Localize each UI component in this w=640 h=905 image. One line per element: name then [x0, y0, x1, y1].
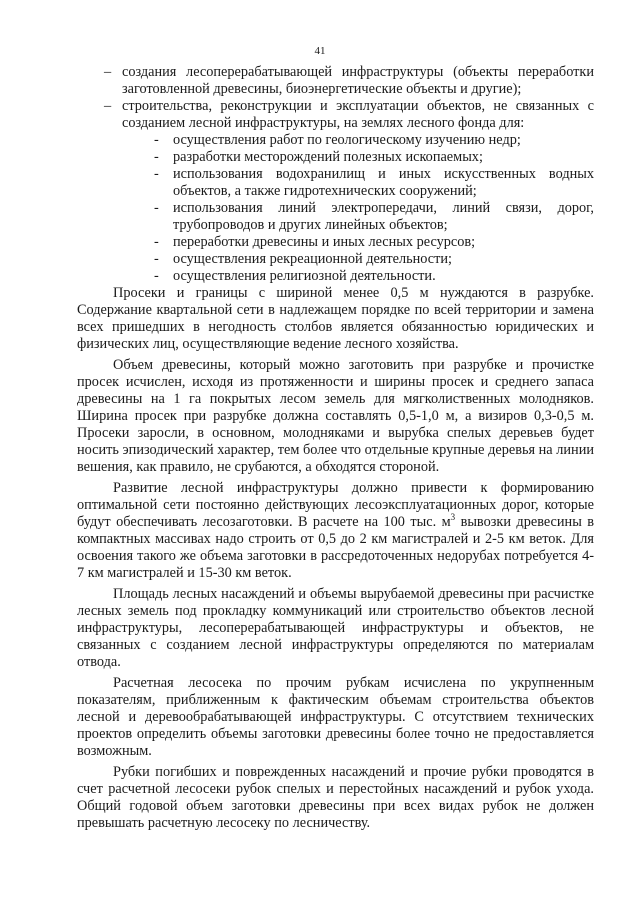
paragraph-dead-stands: Рубки погибших и поврежденных насаждений и прочие рубки проводятся в счет расчетной лесосеки рубок спелых и перестойных насаждений и рубок ухода. Общий годовой объем заготовки древесины при всех видах рубок не должен превышать расчетную лесосеку по лесничеству. — [77, 764, 594, 831]
paragraph-roads-text-2: вывозки древесины в компактных массивах надо строить от 0,5 до 2 км магистралей и 2-5 км веток. Для освоения такого же объема заготовки в рассредоточенных недорубах потребуется 4-7 км магистралей и 15-30 км веток. — [77, 514, 595, 581]
document-body — [77, 64, 594, 832]
paragraph-roads — [77, 480, 594, 582]
list-item-infrastructure: – создания лесоперерабатывающей инфраструктуры (объекты переработки заготовленной древесины, биоэнергетические объекты и другие); — [77, 64, 594, 98]
sub-item-reservoirs: - использования водохранилищ и иных искусственных водных объектов, а также гидротехнических сооружений; — [77, 166, 594, 200]
paragraph-wood-volume: Объем древесины, который можно заготовить при разрубке и прочистке просек исчислен, исходя из протяженности и ширины просек и среднего запаса древесины на 1 га покрытых лесом земель для мягколиственных молодняков. Ширина просек при разрубке должна составлять 0,5-1,0 м, а визиров 0,3-0,5 м. Просеки заросли, в основном, молодняками и вырубка спелых деревьев будет носить эпизодический характер, тем более что отдельные крупные деревья на линии вешения, как правило, не срубаются, а обходятся стороной. — [77, 357, 594, 475]
list-item-construction — [77, 98, 594, 132]
sub-item-mining: - разработки месторождений полезных ископаемых; — [77, 149, 594, 166]
list-item-construction-text: строительства, реконструкции и эксплуатации объектов, не связанных с созданием лесной инфраструктуры, на землях лесного фонда для: — [122, 98, 594, 131]
paragraph-area: Площадь лесных насаждений и объемы вырубаемой древесины при расчистке лесных земель под прокладку коммуникаций или строительство объектов лесной инфраструктуры, лесоперерабатывающей инфраструктуры и объектов, не связанных с созданием лесной инфраструктуры определяются по материалам отвода. — [77, 586, 594, 670]
page-number: 41 — [314, 45, 326, 57]
paragraph-roads-text-1: Развитие лесной инфраструктуры должно привести к формированию оптимальной сети постоянно действующих лесоэксплуатационных дорог, которые будут обеспечивать лесозаготовки. В расчете на 100 тыс. м — [77, 480, 594, 530]
dash-list — [77, 64, 594, 132]
sub-item-linear-objects: - использования линий электропередачи, линий связи, дорог, трубопроводов и других линейных объектов; — [77, 200, 594, 234]
cubic-superscript: 3 — [450, 512, 456, 523]
sub-list — [77, 132, 594, 285]
sub-item-religious: - осуществления религиозной деятельности. — [77, 268, 594, 285]
sub-item-geology: - осуществления работ по геологическому изучению недр; — [77, 132, 594, 149]
sub-item-wood-processing: - переработки древесины и иных лесных ресурсов; — [77, 234, 594, 251]
paragraph-clearings: Просеки и границы с шириной менее 0,5 м нуждаются в разрубке. Содержание квартальной сети в надлежащем порядке по всей территории и замена всех пришедших в негодность столбов является обязанностью юридических и физических лиц, осуществляющие ведение лесного хозяйства. — [77, 285, 594, 352]
sub-item-recreation: - осуществления рекреационной деятельности; — [77, 251, 594, 268]
paragraph-allowable-cut: Расчетная лесосека по прочим рубкам исчислена по укрупненным показателям, приближенным к фактическим объемам строительства объектов лесной и деревообрабатывающей инфраструктуры. С отсутствием технических проектов определить объемы заготовки древесины более точно не предоставляется возможным. — [77, 675, 594, 759]
